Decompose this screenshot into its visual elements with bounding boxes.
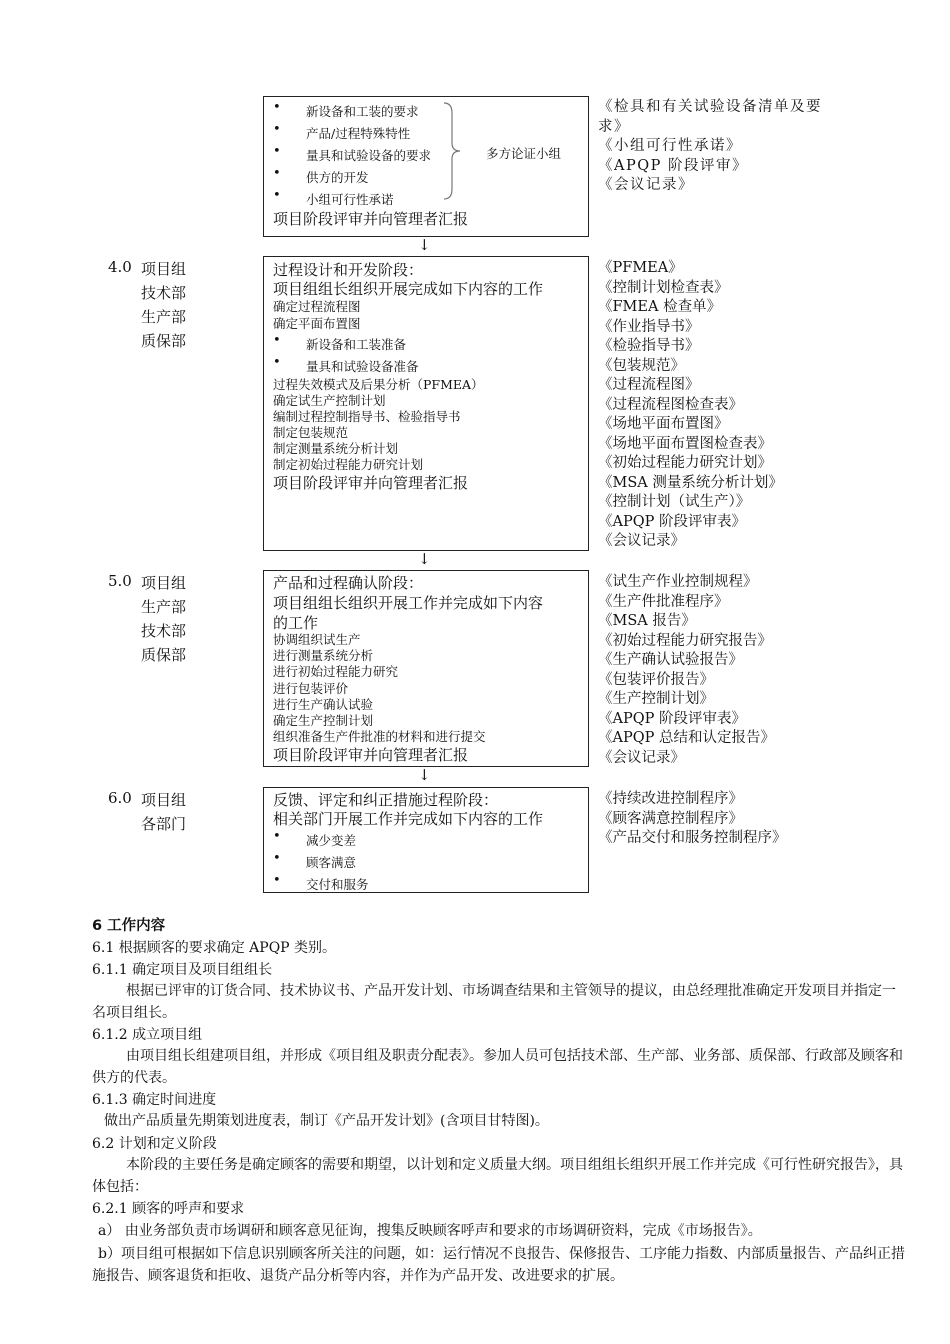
list-item: 制定测量系统分析计划 xyxy=(273,441,399,456)
list-item: 制定初始过程能力研究计划 xyxy=(273,457,424,472)
stage4-box xyxy=(263,256,589,551)
paragraph: 由项目组长组建项目组，并形成《项目组及职责分配表》。参加人员可包括技术部、生产部、业务部、质保部、行政部及顾客和供方的代表。 xyxy=(92,1048,903,1086)
doc-item: 《小组可行性承诺》 xyxy=(598,138,742,154)
stage-number: 6.0 xyxy=(108,789,132,807)
section-title: 6.1 根据顾客的要求确定 APQP 类别。 xyxy=(92,940,337,956)
doc-item: 《FMEA 检查单》 xyxy=(598,299,722,315)
box-footer: 项目阶段评审并向管理者汇报 xyxy=(273,210,469,228)
stage-intro: 相关部门开展工作并完成如下内容的工作 xyxy=(273,810,544,828)
down-arrow-icon: ↓ xyxy=(418,766,431,784)
list-item: 确定过程流程图 xyxy=(273,299,361,314)
doc-item: 《包装评价报告》 xyxy=(598,671,714,688)
list-item: 小组可行性承诺 xyxy=(306,192,394,207)
doc-item: 《MSA 报告》 xyxy=(598,613,696,629)
list-item: 协调组织试生产 xyxy=(273,632,361,647)
paragraph: b）项目组可根据如下信息识别顾客所关注的问题，如：运行情况不良报告、保修报告、工序能力指数、内部质量报告、产品纠正措施报告、顾客退货和拒收、退货产品分析等内容，并作为产品开发、改进要求的扩展。 xyxy=(92,1246,905,1284)
doc-item: 《生产件批准程序》 xyxy=(598,593,729,610)
list-item: 进行初始过程能力研究 xyxy=(273,664,399,679)
list-item: 确定试生产控制计划 xyxy=(273,393,386,408)
section-title: 6.2 计划和定义阶段 xyxy=(92,1136,217,1152)
list-item: 减少变差 xyxy=(306,833,357,848)
stage6-docs xyxy=(598,790,787,849)
section-title: 6.1.2 成立项目组 xyxy=(92,1027,203,1043)
brace-icon xyxy=(442,101,464,201)
doc-item: 《生产确认试验报告》 xyxy=(598,652,743,668)
doc-item: 《包装规范》 xyxy=(598,357,685,374)
down-arrow-icon: ↓ xyxy=(418,236,431,254)
list-item: 编制过程控制指导书、检验指导书 xyxy=(273,409,461,424)
bullet: • xyxy=(273,829,281,844)
paragraph: 本阶段的主要任务是确定顾客的需要和期望，以计划和定义质量大纲。项目组组长组织开展工作并完成《可行性研究报告》，具体包括： xyxy=(92,1157,903,1195)
doc-item: 《作业指导书》 xyxy=(598,318,700,335)
stage3-box xyxy=(263,96,589,237)
doc-item: 《初始过程能力研究报告》 xyxy=(598,632,772,649)
doc-item: 《场地平面布置图》 xyxy=(598,416,729,432)
dept-label: 技术部 xyxy=(141,622,187,640)
stage-intro: 项目组组长组织开展工作并完成如下内容 xyxy=(273,594,544,612)
bullet: • xyxy=(273,144,281,159)
dept-label: 质保部 xyxy=(141,646,187,664)
doc-item: 《场地平面布置图检查表》 xyxy=(598,435,772,452)
doc-item: 《控制计划（试生产）》 xyxy=(598,494,751,510)
bullet: • xyxy=(273,851,281,866)
paragraph: 做出产品质量先期策划进度表，制订《产品开发计划》(含项目甘特图)。 xyxy=(104,1113,549,1129)
brace-label: 多方论证小组 xyxy=(486,146,562,161)
stage-title: 反馈、评定和纠正措施过程阶段： xyxy=(273,791,499,809)
bullet: • xyxy=(273,100,281,115)
section-title: 6.2.1 顾客的呼声和要求 xyxy=(92,1201,245,1217)
doc-item: 《PFMEA》 xyxy=(598,260,683,276)
dept-label: 质保部 xyxy=(141,332,187,350)
box1-docs xyxy=(598,98,822,196)
list-item: 进行包装评价 xyxy=(273,681,349,696)
doc-item: 《生产控制计划》 xyxy=(598,691,714,707)
doc-item: 《检具和有关试验设备清单及要 xyxy=(598,99,822,115)
doc-item: 《产品交付和服务控制程序》 xyxy=(598,830,787,846)
stage-intro: 的工作 xyxy=(273,614,319,632)
list-item: 顾客满意 xyxy=(306,855,357,870)
list-item: 产品/过程特殊特性 xyxy=(306,126,411,141)
bullet: • xyxy=(273,873,281,888)
doc-item: 《APQP 总结和认定报告》 xyxy=(598,730,775,746)
list-item: 量具和试验设备准备 xyxy=(306,359,419,374)
section-title: 6.1.3 确定时间进度 xyxy=(92,1092,217,1108)
dept-label: 技术部 xyxy=(141,284,187,302)
dept-label: 生产部 xyxy=(141,598,187,616)
doc-item: 《APQP 阶段评审表》 xyxy=(598,710,746,727)
list-item: 新设备和工装的要求 xyxy=(306,104,419,119)
bullet: • xyxy=(273,333,281,348)
stage6-box xyxy=(263,787,589,893)
doc-item: 《MSA 测量系统分析计划》 xyxy=(598,474,783,491)
doc-item: 求》 xyxy=(598,118,630,135)
doc-item: 《顾客满意控制程序》 xyxy=(598,810,743,827)
list-item: 供方的开发 xyxy=(306,170,369,185)
list-item: 确定平面布置图 xyxy=(273,316,361,331)
doc-item: 《持续改进控制程序》 xyxy=(598,791,743,807)
list-item: 新设备和工装准备 xyxy=(306,337,407,352)
section-heading: 6 工作内容 xyxy=(92,918,166,934)
stage5-box xyxy=(263,570,589,767)
list-item: 过程失效模式及后果分析（PFMEA） xyxy=(273,377,484,392)
dept-label: 各部门 xyxy=(141,815,187,833)
bullet: • xyxy=(273,188,281,203)
list-item: 进行测量系统分析 xyxy=(273,648,374,663)
down-arrow-icon: ↓ xyxy=(418,550,431,568)
bullet: • xyxy=(273,122,281,137)
doc-item: 《检验指导书》 xyxy=(598,338,700,354)
doc-item: 《会议记录》 xyxy=(598,749,685,766)
list-item: 确定生产控制计划 xyxy=(273,713,374,728)
stage-number: 4.0 xyxy=(108,258,132,276)
section-title: 6.1.1 确定项目及项目组组长 xyxy=(92,962,273,978)
list-item: 进行生产确认试验 xyxy=(273,697,374,712)
doc-item: 《试生产作业控制规程》 xyxy=(598,574,758,590)
stage-intro: 项目组组长组织开展完成如下内容的工作 xyxy=(273,280,544,298)
list-item: 组织准备生产件批准的材料和进行提交 xyxy=(273,729,486,744)
box-footer: 项目阶段评审并向管理者汇报 xyxy=(273,746,469,764)
stage5-docs xyxy=(598,573,775,768)
list-item: 量具和试验设备的要求 xyxy=(306,148,432,163)
doc-item: 《会议记录》 xyxy=(598,533,685,549)
doc-item: 《APQP 阶段评审》 xyxy=(598,157,748,174)
stage-number: 5.0 xyxy=(108,572,132,590)
stage-title: 过程设计和开发阶段： xyxy=(273,261,424,279)
doc-item: 《过程流程图检查表》 xyxy=(598,396,743,413)
doc-item: 《过程流程图》 xyxy=(598,377,700,393)
doc-item: 《控制计划检查表》 xyxy=(598,279,729,296)
paragraph: a） 由业务部负责市场调研和顾客意见征询，搜集反映顾客呼声和要求的市场调研资料，完成《市场报告》。 xyxy=(98,1223,762,1239)
bullet: • xyxy=(273,355,281,370)
dept-label: 项目组 xyxy=(141,574,187,592)
doc-item: 《APQP 阶段评审表》 xyxy=(598,513,746,530)
doc-item: 《初始过程能力研究计划》 xyxy=(598,455,772,471)
stage4-docs xyxy=(598,259,783,552)
stage-title: 产品和过程确认阶段： xyxy=(273,574,424,592)
list-item: 制定包装规范 xyxy=(273,425,349,440)
dept-label: 生产部 xyxy=(141,308,187,326)
dept-label: 项目组 xyxy=(141,260,187,278)
dept-label: 项目组 xyxy=(141,791,187,809)
paragraph: 根据已评审的订货合同、技术协议书、产品开发计划、市场调查结果和主管领导的提议，由总经理批准确定开发项目并指定一名项目组长。 xyxy=(92,983,896,1021)
list-item: 交付和服务 xyxy=(306,877,369,892)
doc-item: 《会议记录》 xyxy=(598,177,694,193)
bullet: • xyxy=(273,166,281,181)
box-footer: 项目阶段评审并向管理者汇报 xyxy=(273,474,469,492)
